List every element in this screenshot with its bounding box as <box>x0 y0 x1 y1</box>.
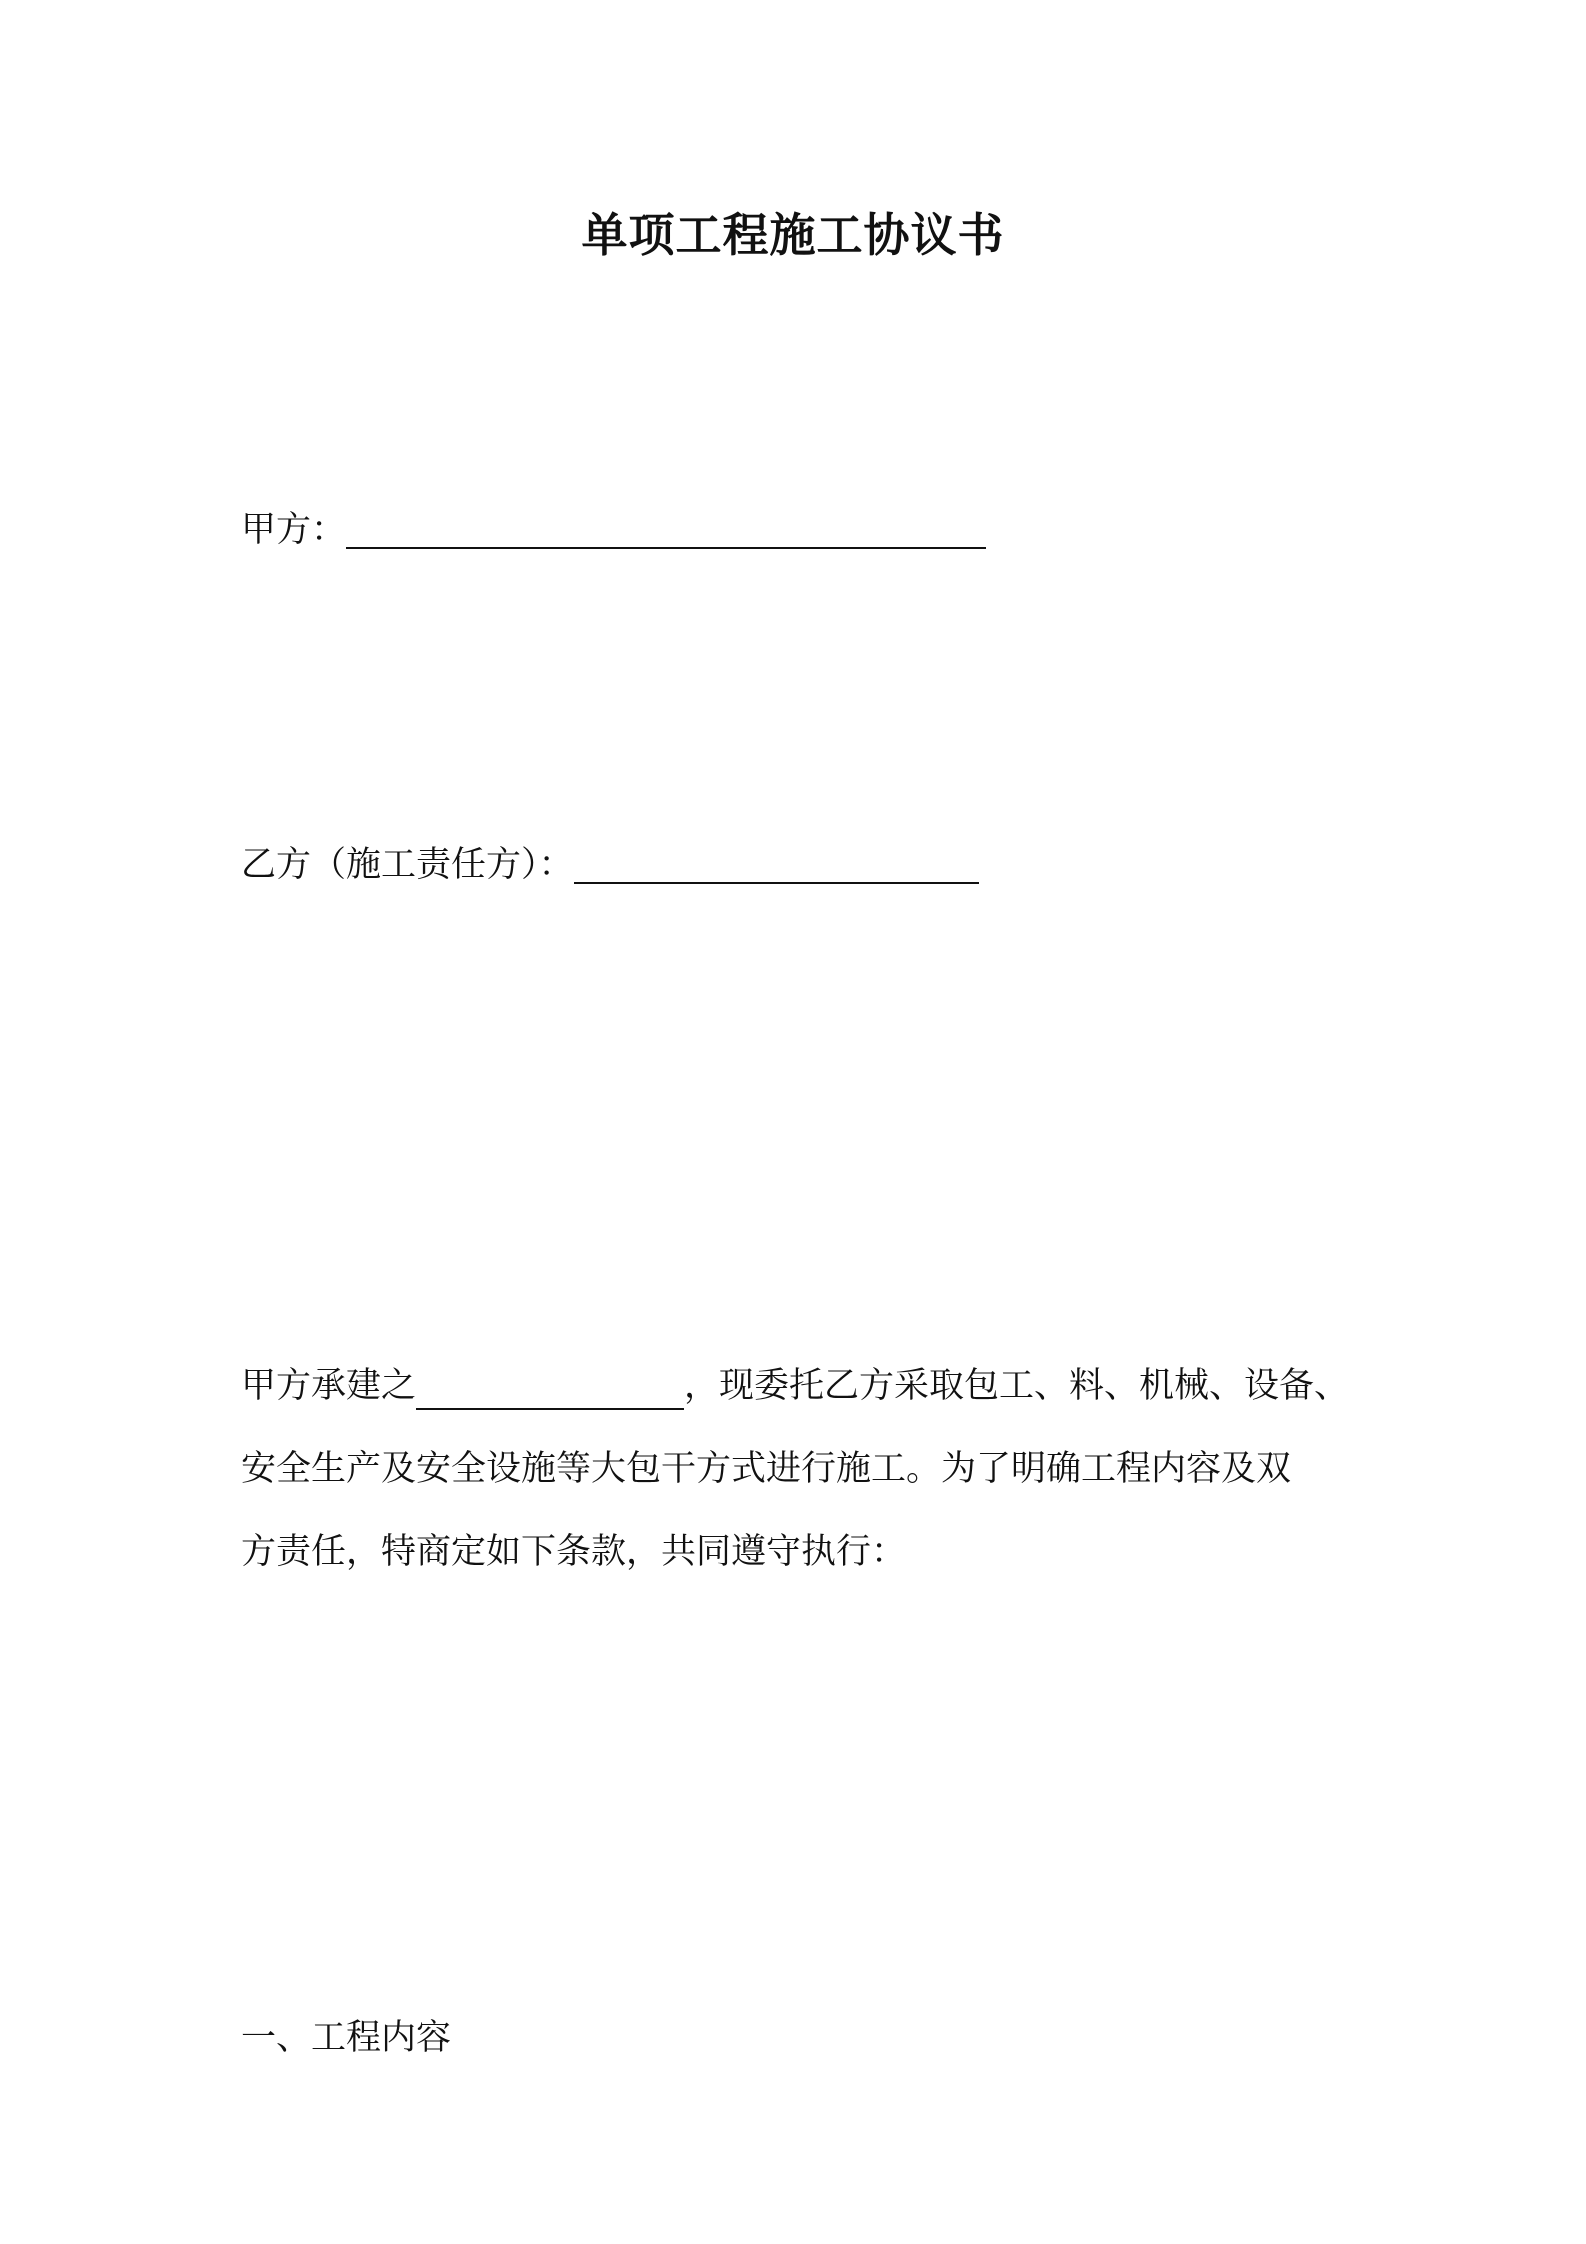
document-title: 单项工程施工协议书 <box>581 208 1005 262</box>
party-a-line <box>241 505 986 555</box>
party-b-blank <box>574 842 979 884</box>
project-name-blank <box>416 1368 684 1410</box>
intro-line-2: 安全生产及安全设施等大包干方式进行施工。为了明确工程内容及双 <box>241 1449 1292 1489</box>
intro-line-1 <box>241 1345 1401 1428</box>
intro-line-1-rest: ，现委托乙方采取包工、料、机械、设备、 <box>684 1366 1350 1406</box>
section-1-heading: 一、工程内容 <box>241 2018 452 2058</box>
party-b-label: 乙方（施工责任方）： <box>241 845 574 885</box>
party-a-label: 甲方： <box>241 510 347 550</box>
party-b-line <box>241 840 979 890</box>
intro-prefix: 甲方承建之 <box>241 1366 417 1406</box>
intro-paragraph <box>241 1345 1401 1594</box>
party-a-blank <box>346 507 986 549</box>
intro-line-3: 方责任，特商定如下条款，共同遵守执行： <box>241 1532 907 1572</box>
